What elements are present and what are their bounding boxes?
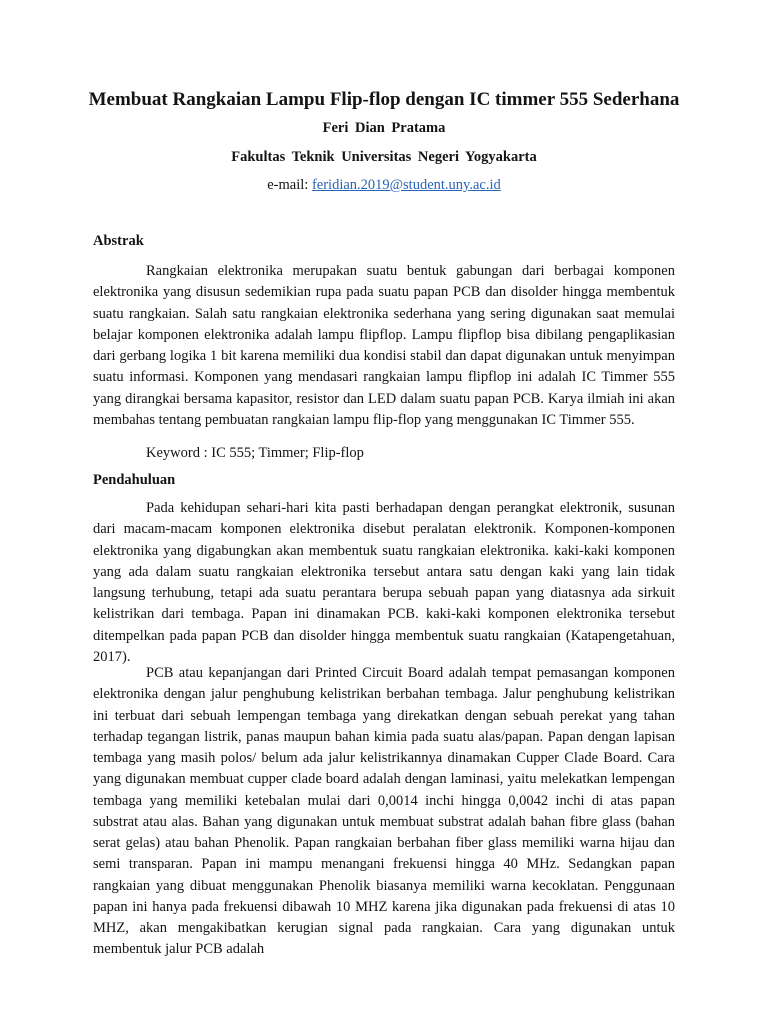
keywords-line: Keyword : IC 555; Timmer; Flip-flop <box>146 445 364 461</box>
email-label: e-mail: <box>267 177 312 193</box>
introduction-paragraph: PCB atau kepanjangan dari Printed Circuit Board adalah tempat pemasangan komponen elektronika dengan jalur penghubung kelistrikan berbahan tembaga. Jalur penghubung kelistrikan ini terbuat dari sebuah lempengan tembaga yang direkatkan dengan sebuah perekat yang tahan terhadap tegangan listrik, panas maupun bahan kimia pada suatu alas/papan. Papan dengan lapisan tembaga yang masih polos/ belum ada jalur kelistrikannya dinamakan Cupper Clade Board. Cara yang digunakan membuat cupper clade board adalah dengan laminasi, yaitu melekatkan lempengan tembaga yang memiliki ketebalan mulai dari 0,0014 inchi hingga 0,0042 inchi di atas papan substrat atau alas. Bahan yang digunakan untuk membuat substrat adalah bahan fibre glass (bahan serat gelas) atau bahan Phenolik. Papan rangkaian berbahan fiber glass memiliki warna hijau dan semi transparan. Papan ini mampu menangani frekuensi hingga 40 MHz. Sedangkan papan rangkaian yang dibuat menggunakan Phenolik biasanya memiliki warna kecoklatan. Penggunaan papan ini hanya pada frekuensi dibawah 10 MHZ karena jika digunakan pada frekuensi di atas 10 MHZ, akan mengakibatkan kerugian signal pada rangkaian. Cara yang digunakan untuk membentuk jalur PCB adalah <box>93 665 675 958</box>
email-line <box>0 176 768 194</box>
paper-title: Membuat Rangkaian Lampu Flip-flop dengan IC timmer 555 Sederhana <box>88 89 680 110</box>
abstract-paragraph: Rangkaian elektronika merupakan suatu bentuk gabungan dari berbagai komponen elektronika yang disusun sedemikian rupa pada suatu papan PCB dan disolder hingga membentuk suatu rangkaian. Salah satu rangkaian elektronika sederhana yang sering digunakan saat memulai belajar komponen elektronika adalah lampu flipflop. Lampu flipflop bisa dibilang pengaplikasian dari gerbang logika 1 bit karena memiliki dua kondisi stabil dan dapat digunakan untuk menyimpan suatu informasi. Komponen yang mendasari rangkaian lampu flipflop ini adalah IC Timmer 555 yang dirangkai bersama kapasitor, resistor dan LED dalam suatu papan PCB. Karya ilmiah ini akan membahas tentang pembuatan rangkaian lampu flip-flop yang menggunakan IC Timmer 555. <box>93 263 675 428</box>
email-link[interactable]: feridian.2019@student.uny.ac.id <box>311 177 501 193</box>
author-affiliation: Fakultas Teknik Universitas Negeri Yogyakarta <box>231 149 537 165</box>
abstract-heading: Abstrak <box>93 233 144 249</box>
introduction-paragraph: Pada kehidupan sehari-hari kita pasti berhadapan dengan perangkat elektronik, susunan dari macam-macam komponen elektronika disebut peralatan elektronik. Komponen-komponen elektronika yang digabungkan akan membentuk suatu rangkaian elektronika. kaki-kaki komponen yang ada dalam suatu rangkaian elektronika tersebut antara satu dengan kaki yang lain tidak langsung terhubung, tetapi ada suatu perantara berupa sebuah papan yang diatasnya ada sirkuit kelistrikan dari tembaga. Papan ini dinamakan PCB. kaki-kaki komponen elektronika tersebut ditempelkan pada papan PCB dan disolder hingga membentuk suatu rangkaian (Katapengetahuan, 2017). <box>93 500 675 665</box>
introduction-heading: Pendahuluan <box>93 472 176 488</box>
author-name: Feri Dian Pratama <box>322 120 446 136</box>
